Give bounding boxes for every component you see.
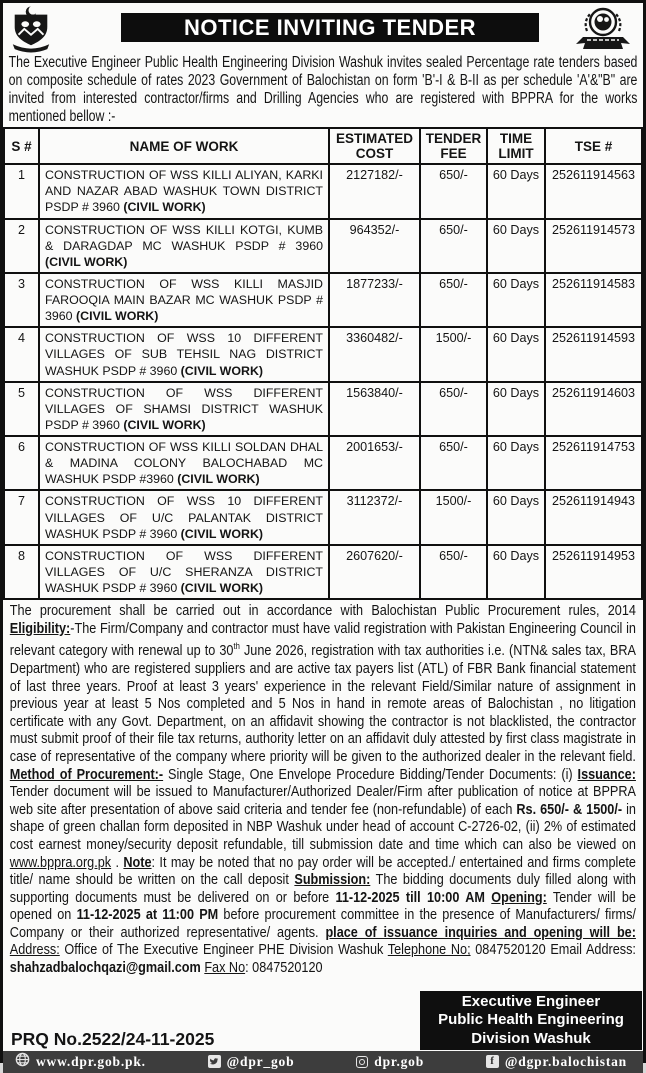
signature-box (420, 991, 642, 1051)
col-header-sno: S # (4, 128, 39, 164)
cell-time: 60 Days (487, 545, 545, 599)
cell-tse: 252611914563 (545, 164, 642, 218)
cell-cost: 2001653/- (329, 436, 420, 490)
cell-cost: 3360482/- (329, 327, 420, 381)
cell-time: 60 Days (487, 219, 545, 273)
cell-fee: 650/- (420, 436, 487, 490)
cell-tse: 252611914583 (545, 273, 642, 327)
cell-name: CONSTRUCTION OF WSS KILLI KOTGI, KUMB & DARAGDAP MC WASHUK PSDP # 3960 (CIVIL WORK) (39, 219, 329, 273)
works-table (3, 127, 643, 600)
cell-sno: 8 (4, 545, 39, 599)
twitter-handle-label: @dpr_gob (226, 1053, 295, 1069)
social-bar (3, 1051, 643, 1073)
cell-tse: 252611914753 (545, 436, 642, 490)
table-row (4, 273, 642, 327)
cell-fee: 650/- (420, 545, 487, 599)
cell-sno: 5 (4, 382, 39, 436)
cell-cost: 2127182/- (329, 164, 420, 218)
table-row (4, 490, 642, 544)
cell-name: CONSTRUCTION OF WSS DIFFERENT VILLAGES OF U/C SHERANZA DISTRICT WASHUK PSDP # 3960 (CIVIL WORK) (39, 545, 329, 599)
cell-sno: 2 (4, 219, 39, 273)
cell-time: 60 Days (487, 436, 545, 490)
cell-sno: 1 (4, 164, 39, 218)
signature-line: Public Health Engineering (438, 1011, 624, 1029)
cell-name: CONSTRUCTION OF WSS KILLI MASJID FAROOQIA MAIN BAZAR MC WASHUK PSDP # 3960 (CIVIL WORK) (39, 273, 329, 327)
cell-sno: 3 (4, 273, 39, 327)
cell-cost: 1563840/- (329, 382, 420, 436)
cell-name: CONSTRUCTION OF WSS DIFFERENT VILLAGES OF SHAMSI DISTRICT WASHUK PSDP # 3960 (CIVIL WORK) (39, 382, 329, 436)
balochistan-government-crest-icon (7, 5, 55, 56)
col-header-name: NAME OF WORK (39, 128, 329, 164)
footer (3, 978, 643, 1051)
table-row (4, 219, 642, 273)
globe-icon (15, 1052, 30, 1071)
cell-sno: 7 (4, 490, 39, 544)
table-row (4, 436, 642, 490)
cell-time: 60 Days (487, 382, 545, 436)
cell-fee: 650/- (420, 219, 487, 273)
prq-number: PRQ No.2522/24-11-2025 (11, 1028, 215, 1049)
signature-line: Executive Engineer (461, 992, 601, 1010)
page-title: NOTICE INVITING TENDER (121, 13, 539, 42)
cell-fee: 1500/- (420, 490, 487, 544)
signature-line: Division Washuk (471, 1029, 591, 1047)
cell-name: CONSTRUCTION OF WSS 10 DIFFERENT VILLAGES OF U/C PALANTAK DISTRICT WASHUK PSDP # 3960 (CIVIL WORK) (39, 490, 329, 544)
cell-fee: 650/- (420, 382, 487, 436)
cell-time: 60 Days (487, 164, 545, 218)
table-row (4, 545, 642, 599)
cell-cost: 964352/- (329, 219, 420, 273)
work-table-body (4, 164, 642, 599)
cell-cost: 3112372/- (329, 490, 420, 544)
cell-cost: 1877233/- (329, 273, 420, 327)
cell-tse: 252611914593 (545, 327, 642, 381)
cell-sno: 4 (4, 327, 39, 381)
cell-name: CONSTRUCTION OF WSS KILLI ALIYAN, KARKI AND NAZAR ABAD WASHUK TOWN DISTRICT PSDP # 3960 (CIVIL WORK) (39, 164, 329, 218)
table-header-row (4, 128, 642, 164)
cell-tse: 252611914603 (545, 382, 642, 436)
cell-sno: 6 (4, 436, 39, 490)
body-paragraph: The procurement shall be carried out in accordance with Balochistan Public Procurement rules, 2014 Eligibility:-The Firm/Company and contractor must have valid registration with Pakistan Engineering Council in relevant category with renewal up to 30th June 2026, registration with tax authorities i.e. (NTN& sales tax, BRA Department) who are registered suppliers and are active tax payers list (ATL) of FBR Bank financial statement of last three years. Proof at least 3 years' experience in the relevant Field/Similar nature of assignment in previous year at least 5 Nos completed and 5 Nos in hand in remote areas of Balochistan , no litigation certificate with any Govt. Department, on an affidavit showing the contractor is not blacklisted, the contractor must submit proof of their file tax returns, authority letter on an affidavit duly attested by first class magistrate in case of representative of the company where priority will be given to the authorized dealer in the relevant field. Method of Procurement:- Single Stage, One Envelope Procedure Bidding/Tender Documents: (i) Issuance: Tender document will be issued to Manufacturer/Authorized Dealer/Firm after publication of notice at BPPRA web site after presentation of above said criteria and tender fee (non-refundable) of each Rs. 650/- & 1500/- in shape of green challan form deposited in NBP Washuk under head of account C-2726-02, (ii) 2% of estimated cost earnest money/security deposit refundable, till submission date and time which can also be viewed on www.bppra.org.pk . Note: It may be noted that no pay order will be accepted./ entertained and firms complete title/ name should be written on the call deposit Submission: The bidding documents duly filled along with supporting documents must be delivered on or before 11-12-2025 till 10:00 AM Opening: Tender will be opened on 11-12-2025 at 11:00 PM before procurement committee in the presence of Manufacturers/ firms/ Company or their authorized representative/ agents. place of issuance inquiries and opening will be: Address: Office of The Executive Engineer PHE Division Washuk Telephone No; 0847520120 Email Address: shahzadbalochqazi@gmail.com Fax No: 0847520120 (9, 603, 636, 977)
col-header-fee: TENDER FEE (420, 128, 487, 164)
cell-tse: 252611914943 (545, 490, 642, 544)
cell-name: CONSTRUCTION OF WSS 10 DIFFERENT VILLAGES OF SUB TEHSIL NAG DISTRICT WASHUK PSDP # 3960 (CIVIL WORK) (39, 327, 329, 381)
website-item (15, 1052, 146, 1071)
col-header-cost: ESTIMATED COST (329, 128, 420, 164)
table-row (4, 164, 642, 218)
cell-fee: 1500/- (420, 327, 487, 381)
facebook-icon: f (486, 1055, 499, 1068)
cell-tse: 252611914573 (545, 219, 642, 273)
twitter-item (208, 1054, 295, 1070)
conditions-section (3, 600, 643, 977)
cell-time: 60 Days (487, 490, 545, 544)
table-row (4, 327, 642, 381)
instagram-item (356, 1054, 424, 1070)
facebook-handle-label: @dgpr.balochistan (504, 1053, 627, 1069)
col-header-tse: TSE # (545, 128, 642, 164)
header (3, 3, 643, 52)
instagram-handle-label: dpr.gob (374, 1053, 425, 1069)
facebook-item (486, 1054, 627, 1070)
cell-tse: 252611914953 (545, 545, 642, 599)
phe-department-crest-icon (567, 5, 639, 56)
col-header-time: TIME LIMIT (487, 128, 545, 164)
cell-time: 60 Days (487, 327, 545, 381)
instagram-icon (356, 1056, 368, 1068)
table-row (4, 382, 642, 436)
cell-fee: 650/- (420, 273, 487, 327)
intro-paragraph: The Executive Engineer Public Health Engineering Division Washuk invites sealed Percentage rate tenders based on composite schedule of rates 2023 Government of Balochistan on form 'B'-I & B-II as per schedule 'A'&"B" are invited from interested contractor/firms and Drilling Agencies who are registered with BPPRA for the works mentioned bellow :- (8, 54, 638, 125)
cell-name: CONSTRUCTION OF WSS KILLI SOLDAN DHAL & MADINA COLONY BALOCHABAD MC WASHUK PSDP #3960 (CIVIL WORK) (39, 436, 329, 490)
cell-cost: 2607620/- (329, 545, 420, 599)
website-label: www.dpr.gob.pk. (36, 1053, 146, 1069)
cell-fee: 650/- (420, 164, 487, 218)
cell-time: 60 Days (487, 273, 545, 327)
twitter-icon (208, 1055, 221, 1068)
